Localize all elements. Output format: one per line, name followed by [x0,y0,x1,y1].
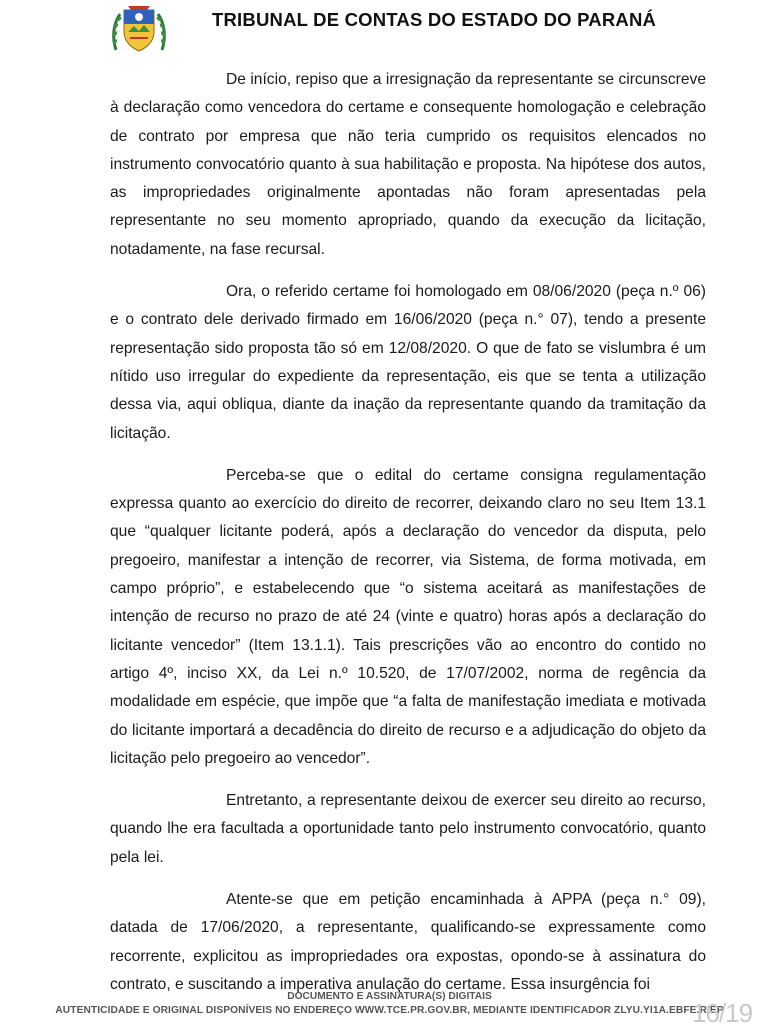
paragraph: Entretanto, a representante deixou de exercer seu direito ao recurso, quando lhe era facultada a oportunidade tanto pelo instrumento convocatório, quanto pela lei. [110,792,706,866]
footer-line-1: DOCUMENTO E ASSINATURA(S) DIGITAIS [287,991,492,1002]
paragraph: Ora, o referido certame foi homologado em 08/06/2020 (peça n.º 06) e o contrato dele derivado firmado em 16/06/2020 (peça n.° 07), tendo a presente representação sido proposta tão só em 12/08/2020. O que de fato se vislumbra é um nítido uso irregular do expediente da representação, eis que se tenta a utilização dessa via, aqui obliqua, diante da inação da representante quando da tramitação da licitação. [110,283,706,442]
paragraph: Atente-se que em petição encaminhada à APPA (peça n.° 09), datada de 17/06/2020, a representante, qualificando-se expressamente como recorrente, explicitou as impropriedades ora expostas, opondo-se à assinatura do contrato, e suscitando a imperativa anulação do certame. Essa insurgência foi [110,891,706,993]
page-header [0,0,779,60]
paragraph: Perceba-se que o edital do certame consigna regulamentação expressa quanto ao exercício do direito de recorrer, deixando claro no seu Item 13.1 que “qualquer licitante poderá, após a declaração do vencedor da disputa, pelo pregoeiro, manifestar a intenção de recorrer, via Sistema, de forma motivada, em campo próprio”, e estabelecendo que “o sistema aceitará as manifestações de intenção de recurso no prazo de até 24 (vinte e quatro) horas após a declaração do licitante vencedor” (Item 13.1.1). Tais prescrições vão ao encontro do contido no artigo 4º, inciso XX, da Lei n.º 10.520, de 17/07/2002, norma de regência da modalidade em espécie, que impõe que “a falta de manifestação imediata e motivada do licitante importará a decadência do direito de recurso e a adjudicação do objeto da licitação pelo pregoeiro ao vencedor”. [110,466,706,767]
parana-coat-of-arms-icon [110,2,168,54]
page-number: 16/19 [692,998,753,1028]
document-body [110,66,706,1013]
digital-signature-footer [0,990,779,1018]
footer-line-2: AUTENTICIDADE E ORIGINAL DISPONÍVEIS NO ENDEREÇO WWW.TCE.PR.GOV.BR, MEDIANTE IDENTIFICADOR ZLYU.YI1A.EBFE.RIEP [55,1005,724,1016]
paragraph: De início, repiso que a irresignação da representante se circunscreve à declaração como vencedora do certame e consequente homologação e celebração de contrato por empresa que não teria cumprido os requisitos elencados no instrumento convocatório quanto à sua habilitação e proposta. Na hipótese dos autos, as impropriedades originalmente apontadas não foram apresentadas pela representante no seu momento apropriado, quando da execução da licitação, notadamente, na fase recursal. [110,71,706,258]
institution-title: TRIBUNAL DE CONTAS DO ESTADO DO PARANÁ [212,9,657,30]
